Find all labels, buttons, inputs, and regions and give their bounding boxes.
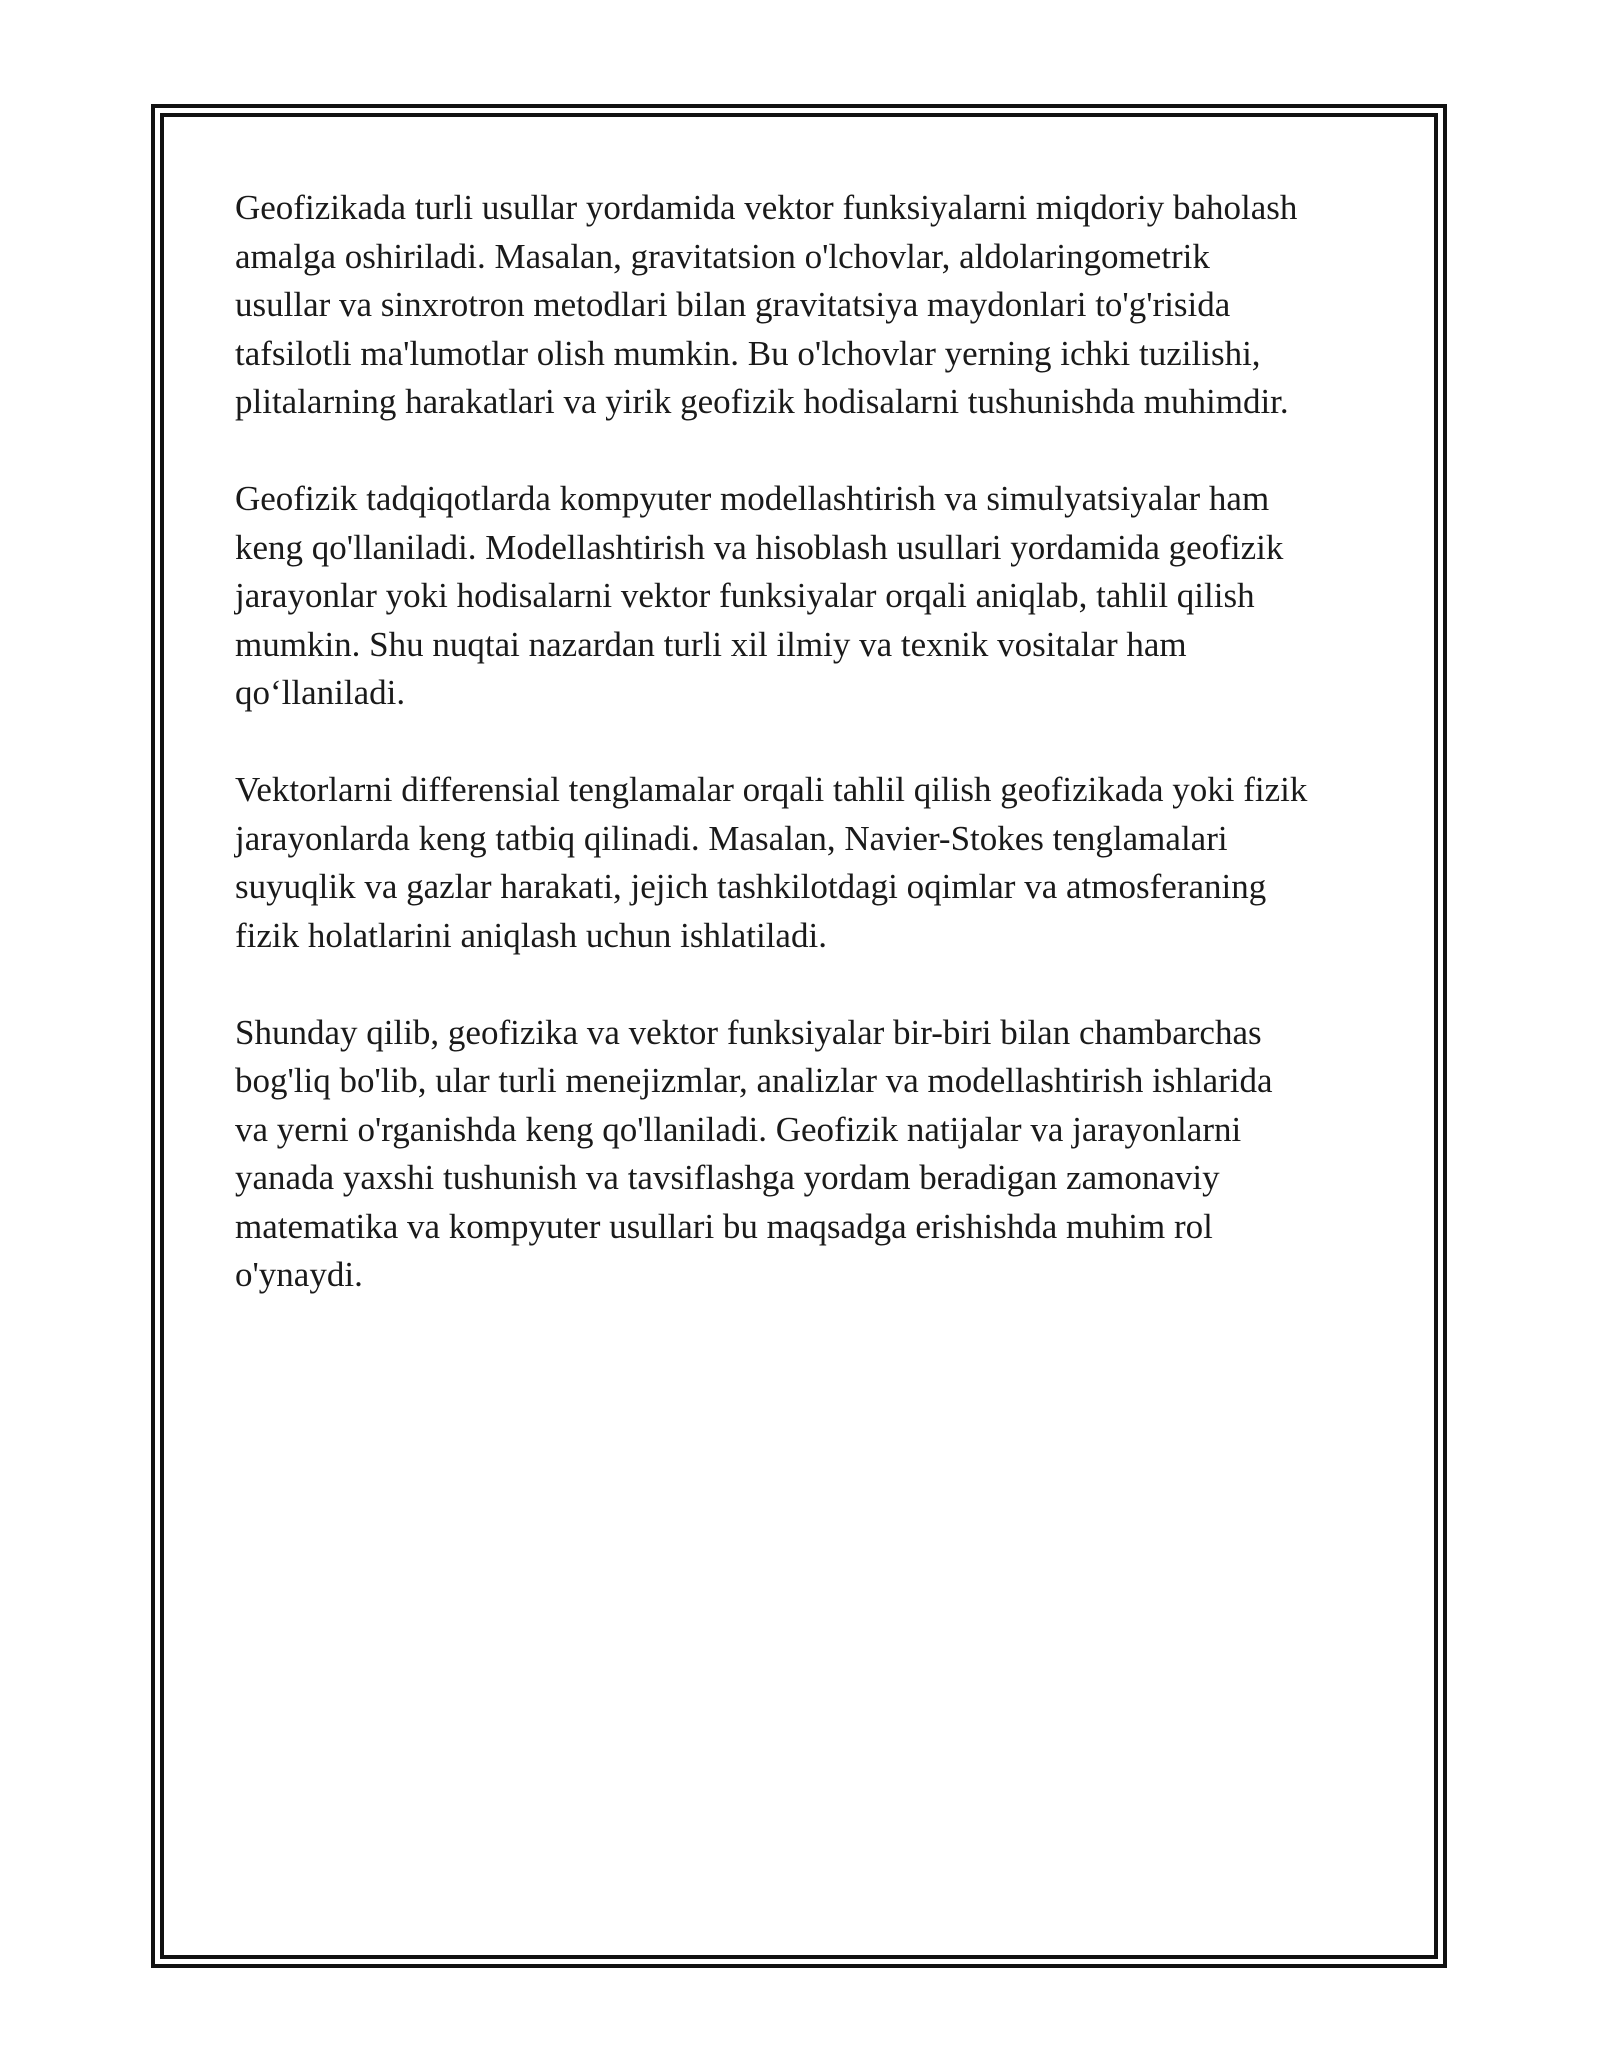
text-line: jarayonlarda keng tatbiq qilinadi. Masalan, Navier-Stokes tenglamalari <box>235 818 1228 858</box>
text-line: suyuqlik va gazlar harakati, jejich tashkilotdagi oqimlar va atmosferaning <box>235 867 1267 906</box>
text-line: keng qo'llaniladi. Modellashtirish va hisoblash usullari yordamida geofizik <box>235 527 1284 567</box>
text-line: bog'liq bo'lib, ular turli menejizmlar, analizlar va modellashtirish ishlarida <box>235 1061 1273 1100</box>
text-line: matematika va kompyuter usullari bu maqsadga erishishda muhim rol <box>235 1206 1213 1246</box>
text-line: yanada yaxshi tushunish va tavsiflashga yordam beradigan zamonaviy <box>235 1158 1220 1197</box>
text-line: usullar va sinxrotron metodlari bilan gravitatsiya maydonlari to'g'risida <box>235 285 1231 324</box>
paragraph-4 <box>235 1009 1385 1300</box>
text-line: tafsilotli ma'lumotlar olish mumkin. Bu o'lchovlar yerning ichki tuzilishi, <box>235 333 1261 373</box>
text-line: amalga oshiriladi. Masalan, gravitatsion o'lchovlar, aldolaringometrik <box>235 236 1210 276</box>
text-line: qo‘llaniladi. <box>235 673 406 712</box>
text-line: Vektorlarni differensial tenglamalar orqali tahlil qilish geofizikada yoki fizik <box>235 770 1308 809</box>
text-line: va yerni o'rganishda keng qo'llaniladi. Geofizik natijalar va jarayonlarni <box>235 1109 1242 1149</box>
text-line: jarayonlar yoki hodisalarni vektor funksiyalar orqali aniqlab, tahlil qilish <box>235 576 1255 615</box>
text-line: Geofizik tadqiqotlarda kompyuter modellashtirish va simulyatsiyalar ham <box>235 479 1270 518</box>
text-line: plitalarning harakatlari va yirik geofizik hodisalarni tushunishda muhimdir. <box>235 382 1289 421</box>
paragraph-2 <box>235 475 1385 718</box>
text-line: o'ynaydi. <box>235 1255 363 1294</box>
text-line: fizik holatlarini aniqlash uchun ishlatiladi. <box>235 915 827 955</box>
text-line: Geofizikada turli usullar yordamida vektor funksiyalarni miqdoriy baholash <box>235 188 1298 227</box>
paragraph-3 <box>235 766 1385 960</box>
document-body <box>235 184 1385 1348</box>
paragraph-1 <box>235 184 1385 427</box>
text-line: mumkin. Shu nuqtai nazardan turli xil ilmiy va texnik vositalar ham <box>235 624 1187 664</box>
text-line: Shunday qilib, geofizika va vektor funksiyalar bir-biri bilan chambarchas <box>235 1012 1262 1052</box>
